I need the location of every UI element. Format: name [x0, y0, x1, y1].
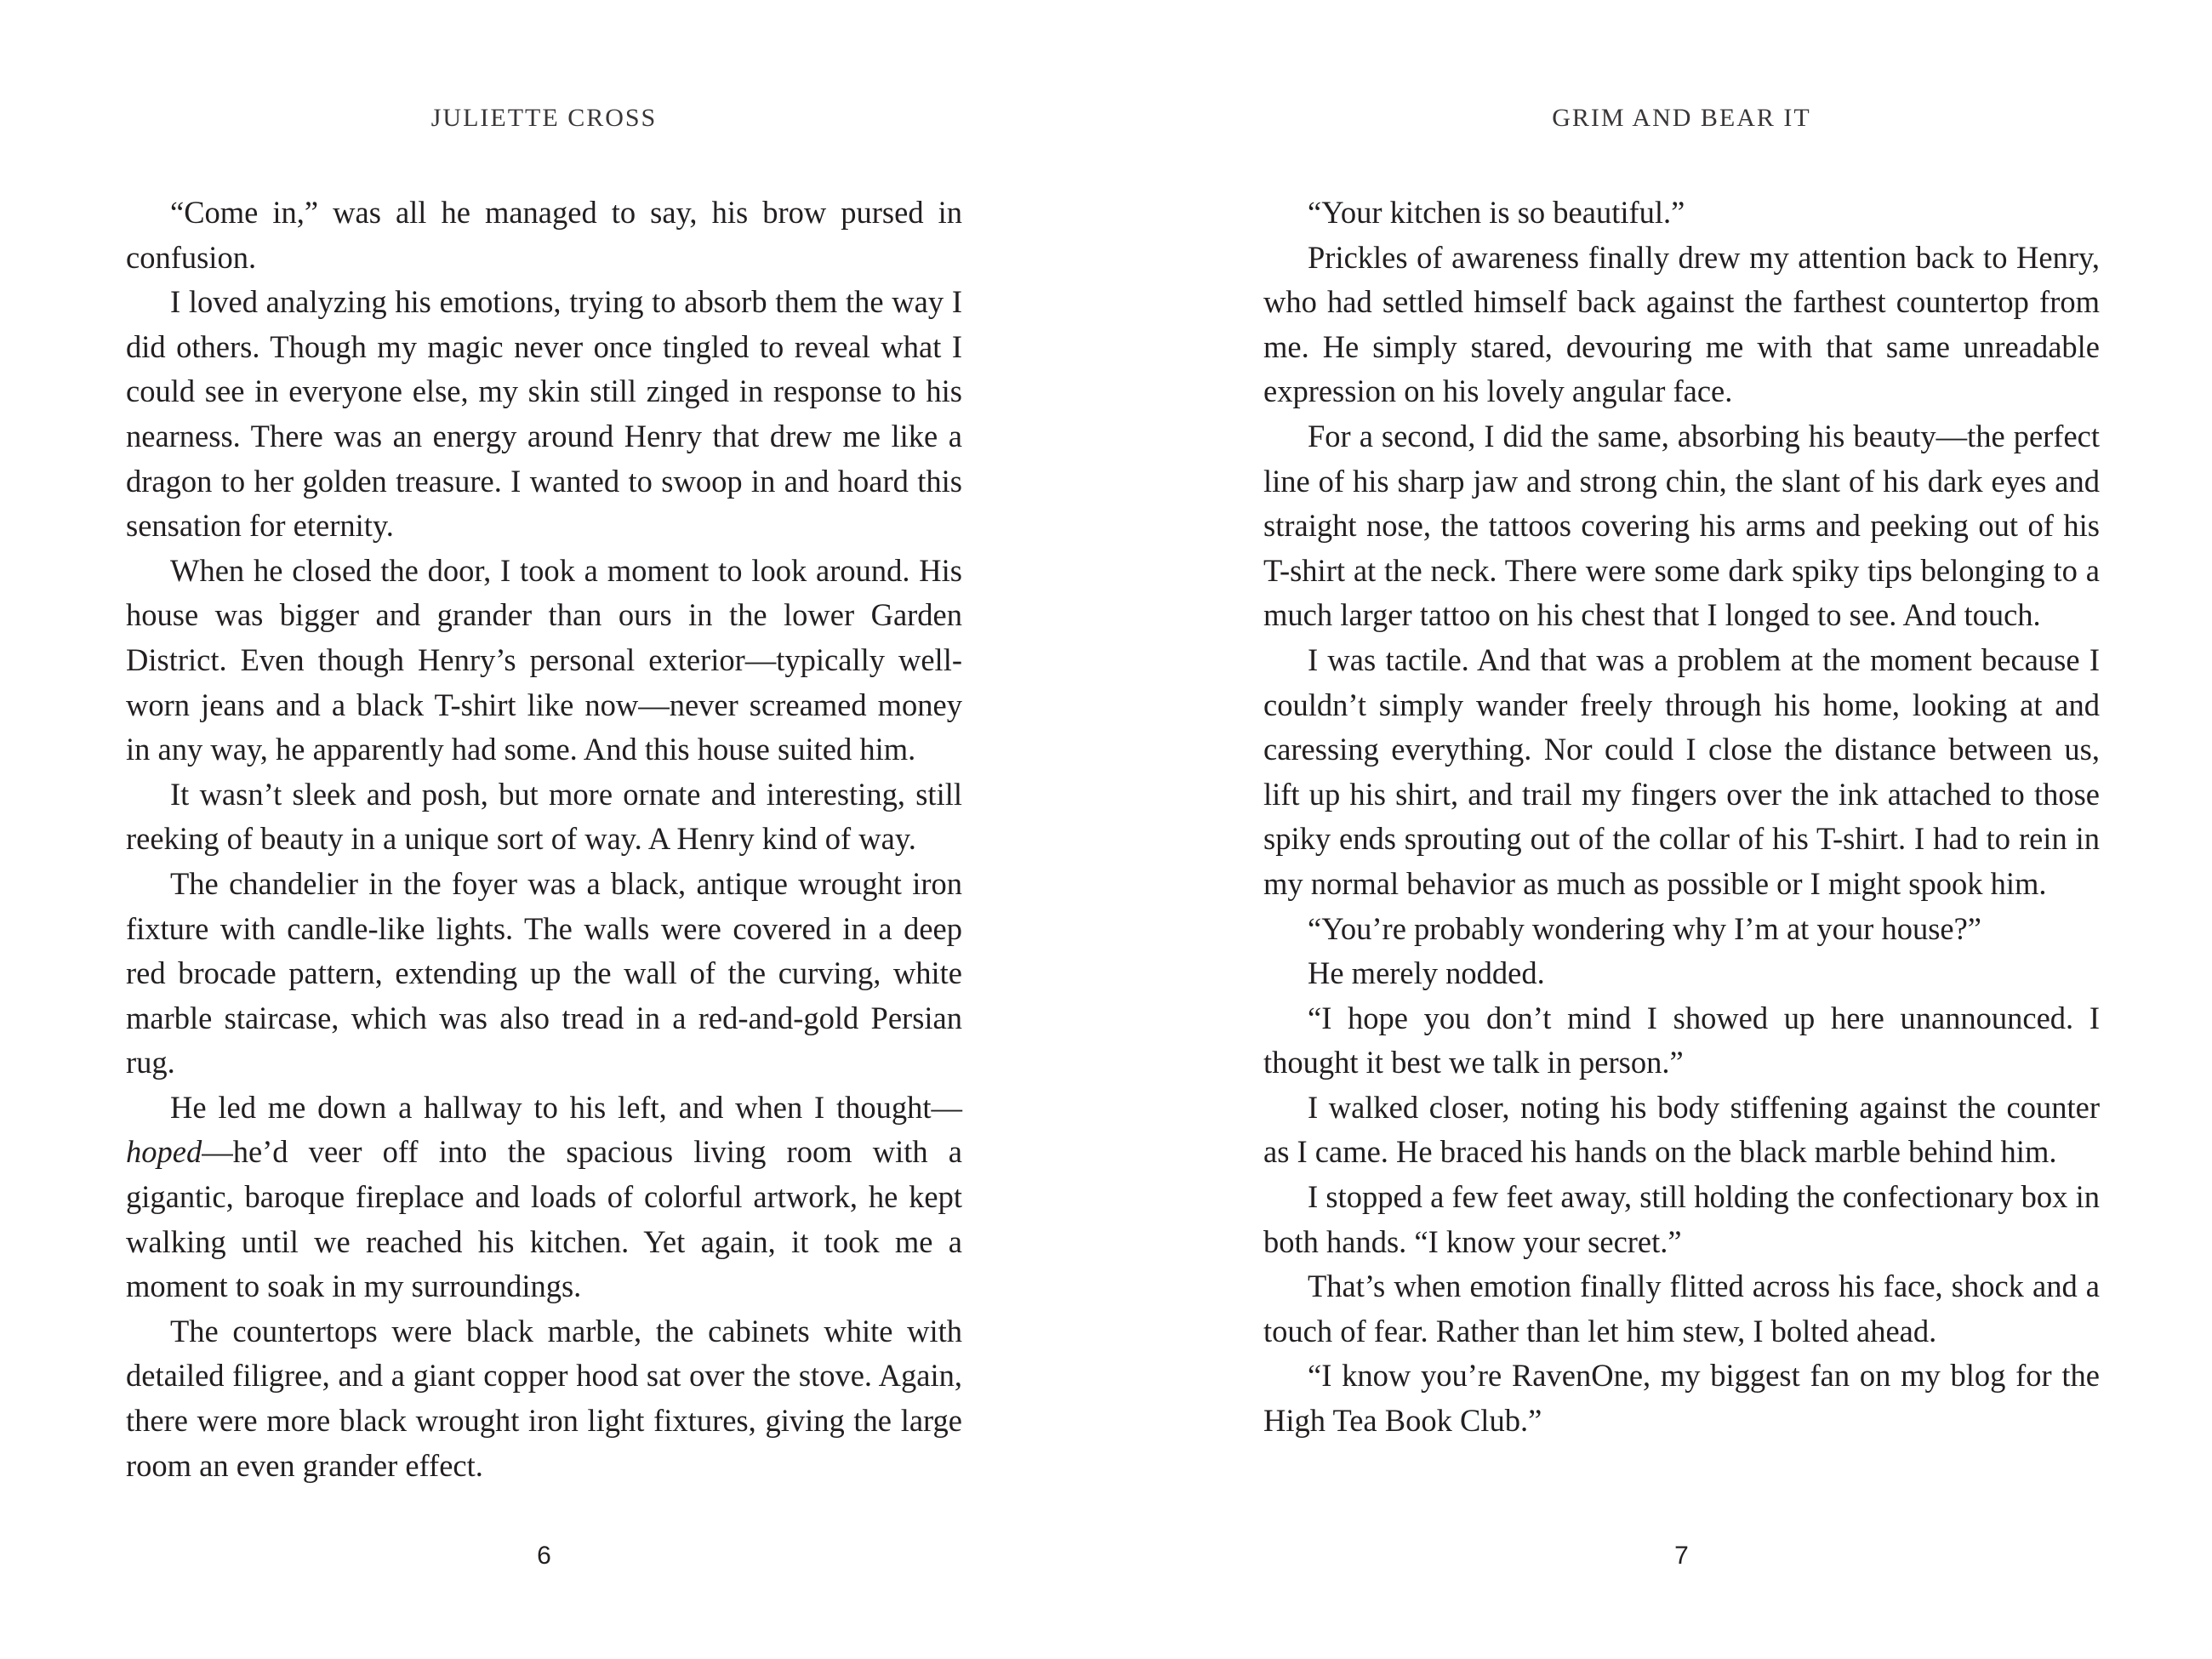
- paragraph: “You’re probably wondering why I’m at your house?”: [1308, 910, 1982, 946]
- left-page-number: 6: [537, 1542, 551, 1570]
- paragraph-text: —he’d veer off into the spacious living room with a gigantic, baroque fireplace and loads of colorful artwork, he kept walking until we reached his kitchen. Yet again, it took me a moment to soak in my surroundings.: [126, 1134, 962, 1304]
- paragraph: He merely nodded.: [1308, 955, 1545, 991]
- right-running-head: GRIM AND BEAR IT: [1552, 104, 1811, 132]
- paragraph: I was tactile. And that was a problem at the moment because I couldn’t simply wander freely through his home, looking at and caressing everything. Nor could I close the distance between us, lift up his shirt, and trail my fingers over the ink attached to those spiky ends sprouting out of the collar of his T-shirt. I had to rein in my normal behavior as much as possible or I might spook him.: [1263, 641, 2100, 901]
- paragraph: It wasn’t sleek and posh, but more ornate and interesting, still reeking of beauty in a unique sort of way. A Henry kind of way.: [126, 776, 962, 857]
- right-body-text: [1263, 191, 2100, 1444]
- right-page-number: 7: [1674, 1542, 1689, 1570]
- paragraph: I loved analyzing his emotions, trying to absorb them the way I did others. Though my magic never once tingled to reveal what I could see in everyone else, my skin still zinged in response to his nearness. There was an energy around Henry that drew me like a dragon to her golden treasure. I wanted to swoop in and hoard this sensation for eternity.: [126, 284, 962, 544]
- paragraph: When he closed the door, I took a moment to look around. His house was bigger and grander than ours in the lower Garden District. Even though Henry’s personal exterior—typically well-worn jeans and a black T-shirt like now—never screamed money in any way, he apparently had some. And this house suited him.: [126, 552, 962, 767]
- paragraph: “Come in,” was all he managed to say, his brow pursed in confusion.: [126, 195, 962, 275]
- paragraph: Prickles of awareness finally drew my attention back to Henry, who had settled himself back against the farthest countertop from me. He simply stared, devouring me with that same unreadable expression on his lovely angular face.: [1263, 239, 2100, 409]
- emphasis-text: hoped: [126, 1134, 202, 1170]
- left-running-head: JULIETTE CROSS: [430, 104, 658, 132]
- paragraph-text: He led me down a hallway to his left, and when I thought—: [170, 1089, 962, 1125]
- paragraph: That’s when emotion finally flitted across his face, shock and a touch of fear. Rather than let him stew, I bolted ahead.: [1263, 1268, 2100, 1348]
- paragraph: “I know you’re RavenOne, my biggest fan on my blog for the High Tea Book Club.”: [1263, 1358, 2100, 1439]
- right-page: [1106, 0, 2212, 1659]
- paragraph: I stopped a few feet away, still holding the confectionary box in both hands. “I know your secret.”: [1263, 1179, 2100, 1259]
- paragraph: The countertops were black marble, the cabinets white with detailed filigree, and a giant copper hood sat over the stove. Again, there were more black wrought iron light fixtures, giving the large room an even grander effect.: [126, 1313, 962, 1483]
- paragraph: The chandelier in the foyer was a black, antique wrought iron fixture with candle-like lights. The walls were covered in a deep red brocade pattern, extending up the wall of the curving, white marble staircase, which was also tread in a red-and-gold Persian rug.: [126, 865, 962, 1080]
- paragraph: I walked closer, noting his body stiffening against the counter as I came. He braced his hands on the black marble behind him.: [1263, 1089, 2100, 1170]
- left-body-text: [126, 191, 962, 1488]
- paragraph: For a second, I did the same, absorbing his beauty—the perfect line of his sharp jaw and strong chin, the slant of his dark eyes and straight nose, the tattoos covering his arms and peeking out of his T-shirt at the neck. There were some dark spiky tips belonging to a much larger tattoo on his chest that I longed to see. And touch.: [1263, 418, 2100, 633]
- paragraph: [126, 1086, 962, 1309]
- paragraph: “I hope you don’t mind I showed up here unannounced. I thought it best we talk in person.”: [1263, 1000, 2100, 1080]
- paragraph: “Your kitchen is so beautiful.”: [1308, 195, 1685, 230]
